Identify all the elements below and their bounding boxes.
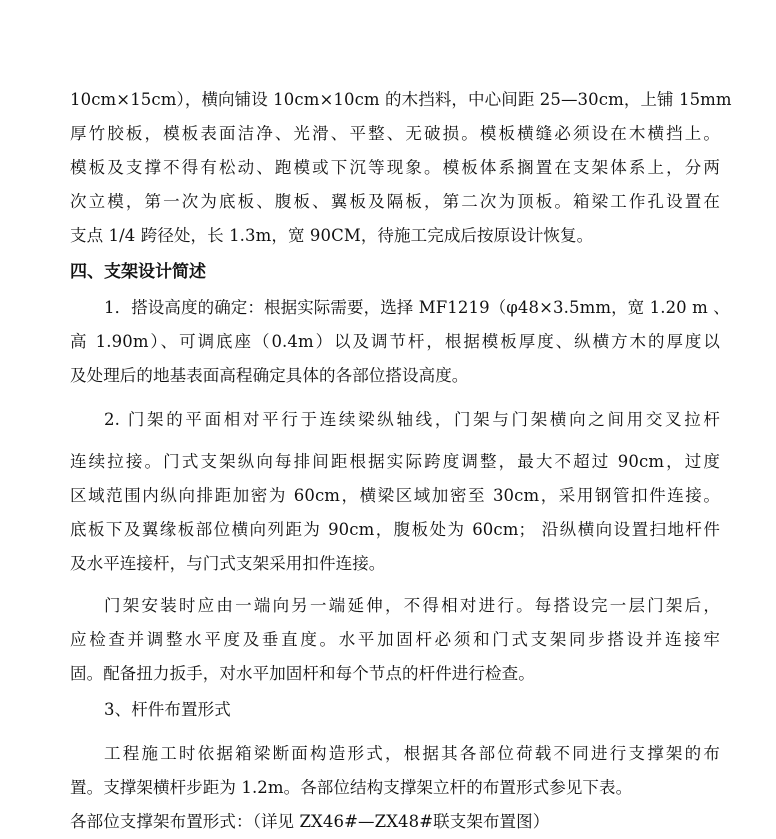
text-line: 高 1.90m）、可调底座（0.4m）以及调节杆，根据模板厚度、纵横方木的厚度以 — [70, 332, 720, 351]
text-line: 应检查并调整水平度及垂直度。水平加固杆必须和门式支架同步搭设并连接牢 — [70, 630, 720, 649]
text-line: 置。支撑架横杆步距为 1.2m。各部位结构支撑架立杆的布置形式参见下表。 — [70, 778, 633, 797]
section-heading: 四、支架设计简述 — [70, 262, 206, 282]
text-line: 及处理后的地基表面高程确定具体的各部位搭设高度。 — [70, 366, 469, 385]
text-line: 及水平连接杆，与门式支架采用扣件连接。 — [70, 554, 386, 573]
text-line: 工程施工时依据箱梁断面构造形式，根据其各部位荷载不同进行支撑架的布 — [104, 744, 720, 763]
text-line: 区域范围内纵向排距加密为 60cm，横梁区域加密至 30cm，采用钢管扣件连接。 — [70, 486, 720, 505]
text-line: 1．搭设高度的确定：根据实际需要，选择 MF1219（φ48×3.5mm，宽 1.20 m 、 — [104, 298, 730, 317]
text-line: 次立模，第一次为底板、腹板、翼板及隔板，第二次为顶板。箱梁工作孔设置在 — [70, 192, 720, 211]
text-line: 厚竹胶板，模板表面洁净、光滑、平整、无破损。模板横缝必须设在木横挡上。 — [70, 124, 720, 143]
text-line: 2. 门架的平面相对平行于连续梁纵轴线，门架与门架横向之间用交叉拉杆 — [104, 410, 720, 429]
table-caption: 各部位支撑架布置形式：（详见 ZX46#—ZX48#联支架布置图） — [70, 812, 550, 831]
subsection-title: 3、杆件布置形式 — [104, 700, 231, 719]
text-line: 10cm×15cm），横向铺设 10cm×10cm 的木挡料，中心间距 25—30cm，上铺 15mm — [70, 90, 732, 109]
text-line: 固。配备扭力扳手，对水平加固杆和每个节点的杆件进行检查。 — [70, 664, 535, 683]
text-line: 连续拉接。门式支架纵向每排间距根据实际跨度调整，最大不超过 90cm，过度 — [70, 452, 720, 471]
text-line: 底板下及翼缘板部位横向列距为 90cm，腹板处为 60cm； 沿纵横向设置扫地杆件 — [70, 520, 720, 539]
text-line: 门架安装时应由一端向另一端延伸，不得相对进行。每搭设完一层门架后， — [104, 596, 720, 615]
text-line: 模板及支撑不得有松动、跑模或下沉等现象。模板体系搁置在支架体系上，分两 — [70, 158, 720, 177]
text-line: 支点 1/4 跨径处，长 1.3m，宽 90CM，待施工完成后按原设计恢复。 — [70, 226, 594, 245]
